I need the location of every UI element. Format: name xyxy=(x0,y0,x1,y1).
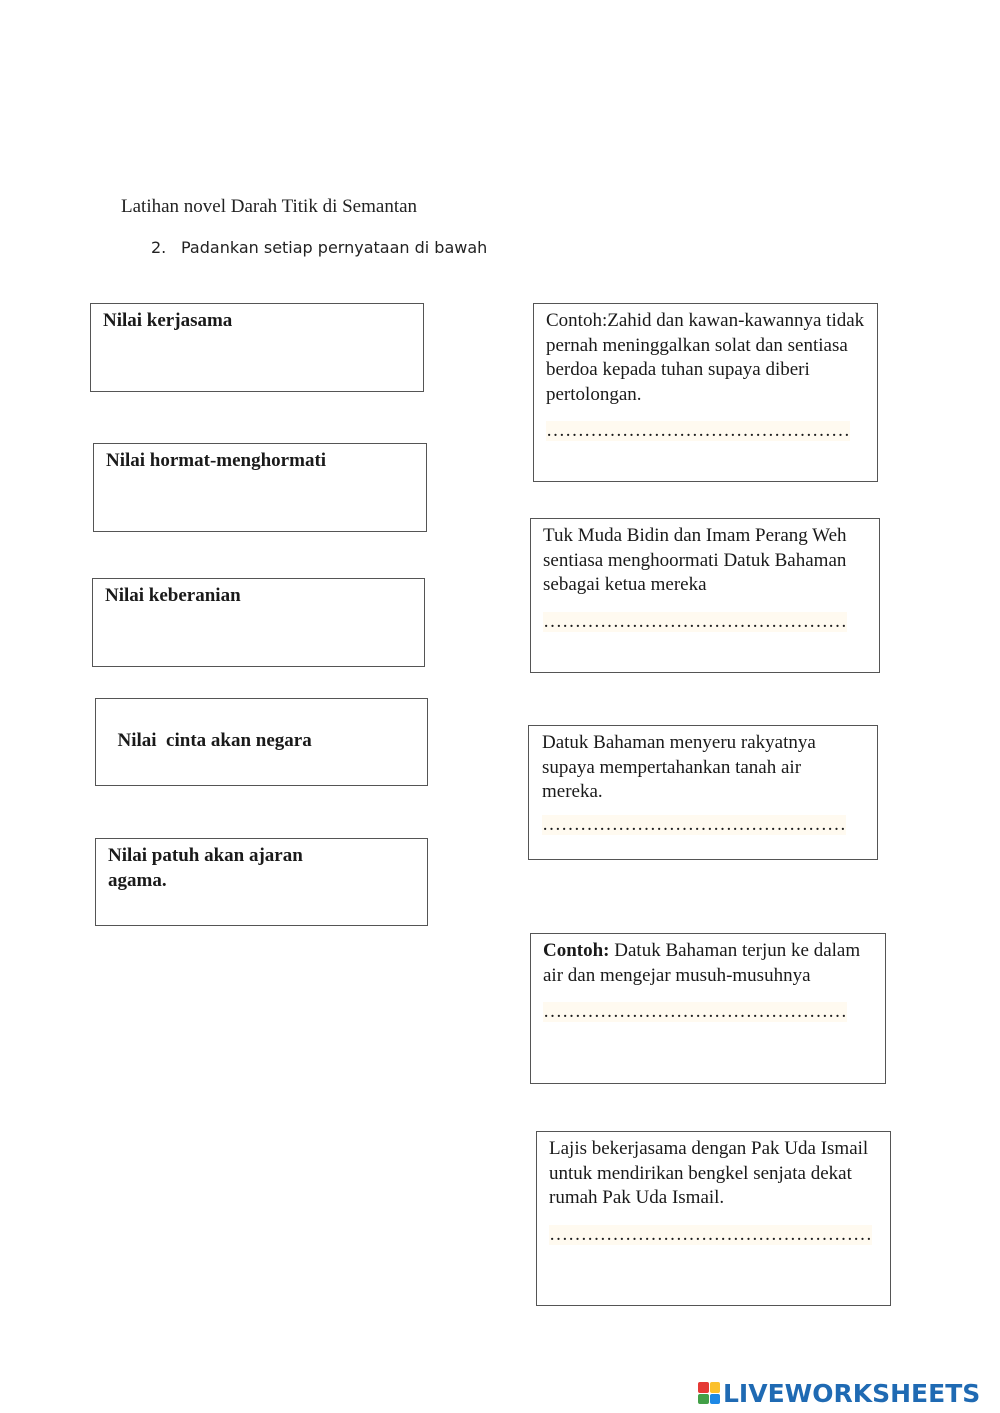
answer-field[interactable]: ………………………………………… xyxy=(542,813,846,835)
value-box-hormat[interactable] xyxy=(93,443,427,532)
statement-text: Contoh:Zahid dan kawan-kawannya tidak pernah meninggalkan solat dan sentiasa berdoa kepada tuhan supaya diberi pertolongan. xyxy=(546,310,865,405)
statement-box-2[interactable] xyxy=(530,518,880,673)
answer-field[interactable]: ………………………………………… xyxy=(543,1001,847,1022)
value-label: Nilai keberanian xyxy=(105,585,241,606)
value-label: Nilai hormat-menghormati xyxy=(106,450,327,471)
value-box-cinta-negara[interactable] xyxy=(95,698,428,786)
statement-box-3[interactable] xyxy=(528,725,878,860)
statement-text: Tuk Muda Bidin dan Imam Perang Weh sentiasa menghoormati Datuk Bahaman sebagai ketua mereka xyxy=(543,525,847,595)
statement-box-5[interactable] xyxy=(536,1131,891,1306)
statement-text xyxy=(543,939,873,988)
value-label: Nilai kerjasama xyxy=(103,310,233,331)
statement-prefix: Contoh: xyxy=(543,940,610,961)
liveworksheets-logo-icon xyxy=(698,1382,720,1404)
statement-box-1[interactable] xyxy=(533,303,878,482)
value-box-patuh-agama[interactable] xyxy=(95,838,428,926)
statement-text: Lajis bekerjasama dengan Pak Uda Ismail untuk mendirikan bengkel senjata dekat rumah Pak Uda Ismail. xyxy=(549,1138,869,1208)
answer-field[interactable]: …………………………………………… xyxy=(549,1223,872,1245)
statement-box-4[interactable] xyxy=(530,933,886,1084)
statement-text: Datuk Bahaman menyeru rakyatnya supaya mempertahankan tanah air mereka. xyxy=(542,732,816,802)
value-box-kerjasama[interactable] xyxy=(90,303,424,392)
worksheet-title: Latihan novel Darah Titik di Semantan xyxy=(121,196,418,217)
value-label: Nilai patuh akan ajaran agama. xyxy=(108,845,303,891)
statement-body: Datuk Bahaman terjun ke dalam air dan mengejar musuh-musuhnya xyxy=(543,940,861,986)
logo-text: LIVEWORKSHEETS xyxy=(723,1378,981,1408)
liveworksheets-logo xyxy=(698,1378,980,1408)
value-box-keberanian[interactable] xyxy=(92,578,425,667)
instruction-number: 2. xyxy=(151,238,167,257)
instruction-text: Padankan setiap pernyataan di bawah xyxy=(181,238,488,257)
value-label: Nilai cinta akan negara xyxy=(117,729,312,751)
instruction xyxy=(151,238,487,257)
answer-field[interactable]: ………………………………………… xyxy=(543,610,847,632)
answer-field[interactable]: ………………………………………… xyxy=(546,420,850,441)
